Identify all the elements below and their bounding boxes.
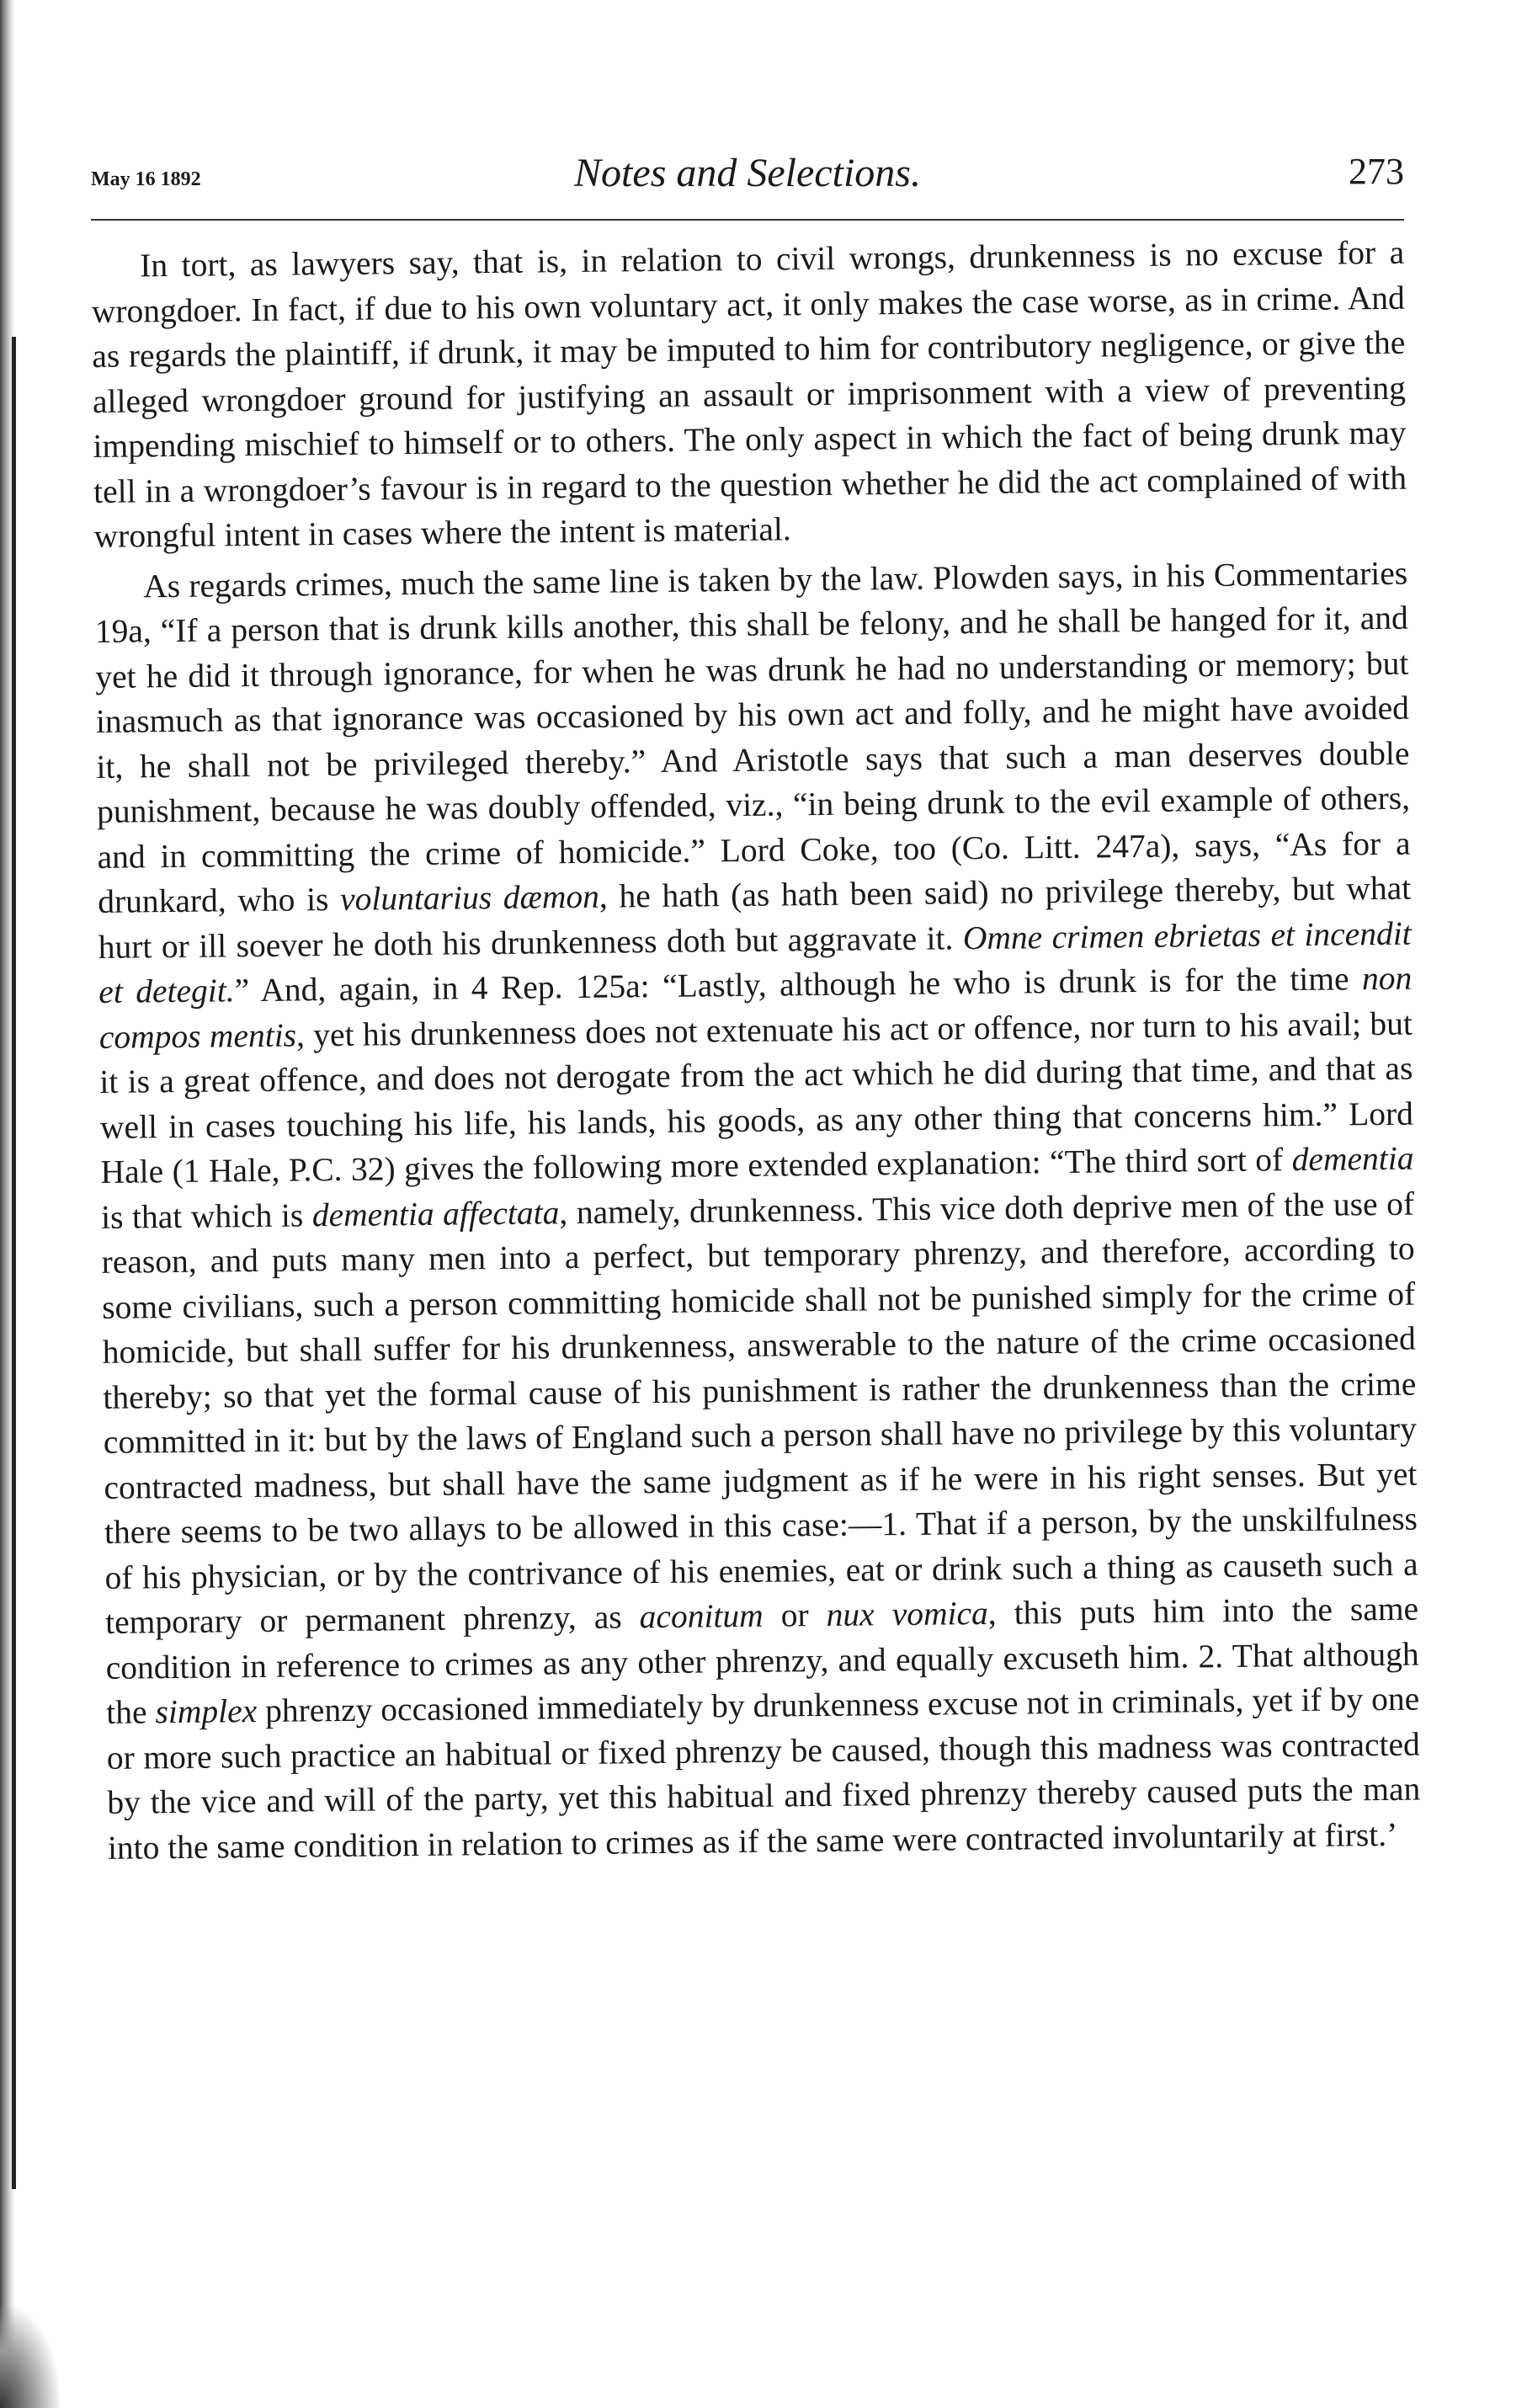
text-run: , yet his drunkenness does not extenuate his act or offence, nor turn to his avail; but it is a great offence, and does not derogate from the act which he did during that time, and that as well in cases touching his life, his lands, his goods, as any other thing that concerns him.” Lord Hale (1 Hale, P.C. 32) gives the following more extended explanation: “The third sort of xyxy=(99,1004,1414,1191)
italic-text: voluntarius dæmon xyxy=(339,877,600,918)
italic-text: nux vomica xyxy=(826,1594,989,1633)
paragraph xyxy=(91,231,1407,560)
text-run: As regards crimes, much the same line is taken by the law. Plowden says, in his Commentaries 19a, “If a person that is drunk kills another, this shall be felony, and he shall be hanged for it, and yet he did it through ignorance, for when he was drunk he had no understanding or memory; but inasmuch as that ignorance was occasioned by his own act and folly, and he might have avoided it, he shall not be privileged thereby.” And Aristotle says that such a man deserves double punishment, because he was doubly offended, viz., “in being drunk to the evil example of others, and in committing the crime of homicide.” Lord Coke, too (Co. Litt. 247a), says, “As for a drunkard, who is xyxy=(94,554,1411,920)
text-run: , namely, drunkenness. This vice doth deprive men of the use of reason, and puts many men into a perfect, but temporary phrenzy, and therefore, according to some civilians, such a person committing homicide shall not be punished simply for the crime of homicide, but shall suffer for his drunkenness, answerable to the nature of the crime occasioned thereby; so that yet the formal cause of his punishment is rather the drunkenness than the crime committed in it: but by the laws of England such a person shall have no privilege by this voluntary contracted madness, but shall have the same judgment as if he were in his right senses. But yet there seems to be two allays to be allowed in this case:—1. That if a person, by the unskilfulness of his physician, or by the contrivance of his enemies, eat or drink such a thing as causeth such a temporary or permanent phrenzy, as xyxy=(101,1185,1418,1641)
text-run: , he hath (as hath been said) no privilege thereby, but what hurt or ill soever he doth his drunkenness doth but aggravate it. xyxy=(98,869,1412,966)
page-corner-shadow xyxy=(0,2307,59,2408)
italic-text: Omne crimen ebrietas et incendit et detegit. xyxy=(98,914,1412,1010)
text-run: , this puts him into the same condition in reference to crimes as any other phrenzy, and equally excuseth him. 2. That although the xyxy=(105,1590,1419,1731)
italic-text: non compos mentis xyxy=(98,959,1413,1056)
binding-edge xyxy=(12,337,16,2189)
text-run: ” And, again, in 4 Rep. 125a: “Lastly, although he who is drunk is for the time xyxy=(234,960,1363,1010)
italic-text: aconitum xyxy=(639,1596,764,1636)
italic-text: dementia affectata xyxy=(311,1193,560,1233)
text-run: or xyxy=(763,1596,827,1634)
page-number: 273 xyxy=(1349,151,1404,192)
italic-text: simplex xyxy=(155,1692,258,1731)
running-title: Notes and Selections. xyxy=(574,151,921,195)
article-body xyxy=(91,231,1421,1871)
page-header xyxy=(91,150,1404,209)
paragraph xyxy=(94,551,1421,1871)
text-run: is that which is xyxy=(100,1196,313,1236)
italic-text: dementia xyxy=(1291,1139,1414,1179)
header-date: May 16 1892 xyxy=(91,168,201,190)
text-run: In tort, as lawyers say, that is, in relation to civil wrongs, drunkenness is no excuse for a wrongdoer. In fact, if due to his own voluntary act, it only makes the case worse, as in crime. And as regards the plaintiff, if drunk, it may be imputed to him for contributory negligence, or give the alleged wrongdoer ground for justifying an assault or imprisonment with a view of preventing impending mischief to himself or to others. The only aspect in which the fact of being drunk may tell in a wrongdoer’s favour is in regard to the question whether he did the act complained of with wrongful intent in cases where the intent is material. xyxy=(91,233,1407,555)
text-run: phrenzy occasioned immediately by drunkenness excuse not in criminals, yet if by one or more such practice an habitual or fixed phrenzy be caused, though this madness was contracted by the vice and will of the party, yet this habitual and fixed phrenzy thereby caused puts the man into the same condition in relation to crimes as if the same were contracted involuntarily at first.’ xyxy=(106,1680,1421,1867)
header-rule xyxy=(91,219,1404,221)
